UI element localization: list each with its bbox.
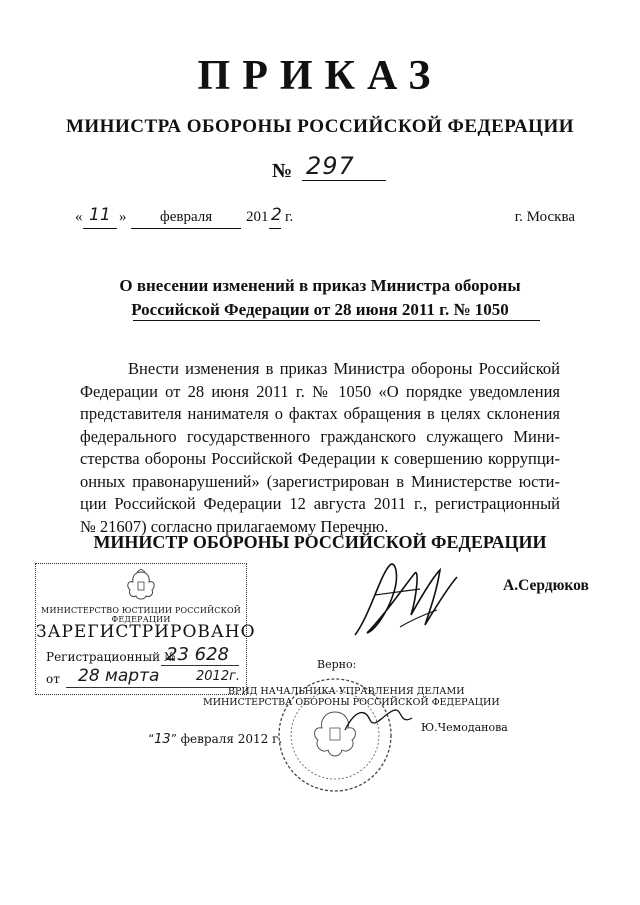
certifier-position: ВРИД НАЧАЛЬНИКА УПРАВЛЕНИЯ ДЕЛАМИ xyxy=(228,686,465,697)
document-subtitle: МИНИСТРА ОБОРОНЫ РОССИЙСКОЙ ФЕДЕРАЦИИ xyxy=(65,116,575,137)
body-line: федерального государственного гражданского служащего Мини- xyxy=(80,426,560,446)
order-heading xyxy=(0,274,640,322)
date-open-quote: « xyxy=(75,209,83,225)
body-line: № 21607) согласно прилагаемому Перечню. xyxy=(80,516,389,536)
regno-underline xyxy=(161,665,239,666)
number-underline xyxy=(302,180,386,181)
heading-underline xyxy=(133,320,540,321)
number-label: № xyxy=(272,160,293,182)
date-year-suffix: 2 xyxy=(271,205,282,225)
year-underline xyxy=(269,228,281,229)
certification-date xyxy=(148,732,282,747)
minister-title: МИНИСТР ОБОРОНЫ РОССИЙСКОЙ ФЕДЕРАЦИИ xyxy=(93,532,547,552)
minister-signature xyxy=(345,555,475,650)
date-day: 11 xyxy=(89,205,111,225)
body-line: стерства обороны Российской Федерации к совершению коррупци- xyxy=(80,449,560,468)
number-value: 297 xyxy=(306,152,355,180)
body-line: Федерации от 28 июня 2011 г. № 1050 «О порядке уведомления xyxy=(80,381,560,401)
certifier-signature xyxy=(340,700,420,740)
cert-date-day: 13 xyxy=(154,732,171,747)
day-underline xyxy=(83,228,117,229)
date-year-unit: г. xyxy=(285,209,294,225)
minister-name: А.Сердюков xyxy=(503,577,589,594)
stamp-year-value: 2012г. xyxy=(196,669,241,684)
document-title: ПРИКАЗ xyxy=(197,53,443,99)
date-year-prefix: 201 xyxy=(246,209,269,225)
registration-stamp xyxy=(35,563,256,695)
eagle-emblem-icon xyxy=(124,568,158,604)
heading-line-1: О внесении изменений в приказ Министра обороны xyxy=(119,276,521,295)
body-line: Внести изменения в приказ Министра обороны Российской xyxy=(128,359,560,378)
city: г. Москва xyxy=(514,209,575,225)
date-underline xyxy=(66,687,236,688)
body-line: ции Российской Федерации 12 августа 2011 г., регистрационный xyxy=(80,494,560,513)
certifier-ministry: МИНИСТЕРСТВА ОБОРОНЫ РОССИЙСКОЙ ФЕДЕРАЦИИ xyxy=(203,697,500,708)
stamp-regno-value: 23 628 xyxy=(166,644,229,665)
stamp-from-label: от xyxy=(46,672,60,686)
cert-date-rest: февраля 2012 г. xyxy=(180,732,283,746)
body-line: онных правонарушений» (зарегистрирован в Министерстве юсти- xyxy=(80,471,560,491)
cert-date-close-quote: ” xyxy=(170,732,177,746)
stamp-registered-label: ЗАРЕГИСТРИРОВАНО xyxy=(36,622,256,642)
date-row xyxy=(75,205,575,233)
date-month: февраля xyxy=(160,209,213,225)
date-close-quote: » xyxy=(119,209,127,225)
cert-date-open-quote: “ xyxy=(148,732,155,746)
stamp-date-value: 28 марта xyxy=(78,666,160,686)
certified-label: Верно: xyxy=(317,658,357,671)
body-line: представителя нанимателя о фактах обращения в целях склонения xyxy=(80,404,560,423)
heading-line-2: Российской Федерации от 28 июня 2011 г. № 1050 xyxy=(131,300,509,319)
stamp-regno-label: Регистрационный № xyxy=(46,650,176,664)
stamp-org: МИНИСТЕРСТВО ЮСТИЦИИ РОССИЙСКОЙ ФЕДЕРАЦИИ xyxy=(41,606,241,624)
order-body xyxy=(80,358,560,538)
month-underline xyxy=(131,228,241,229)
certifier-name: Ю.Чемоданова xyxy=(421,721,508,734)
order-number xyxy=(272,150,472,186)
